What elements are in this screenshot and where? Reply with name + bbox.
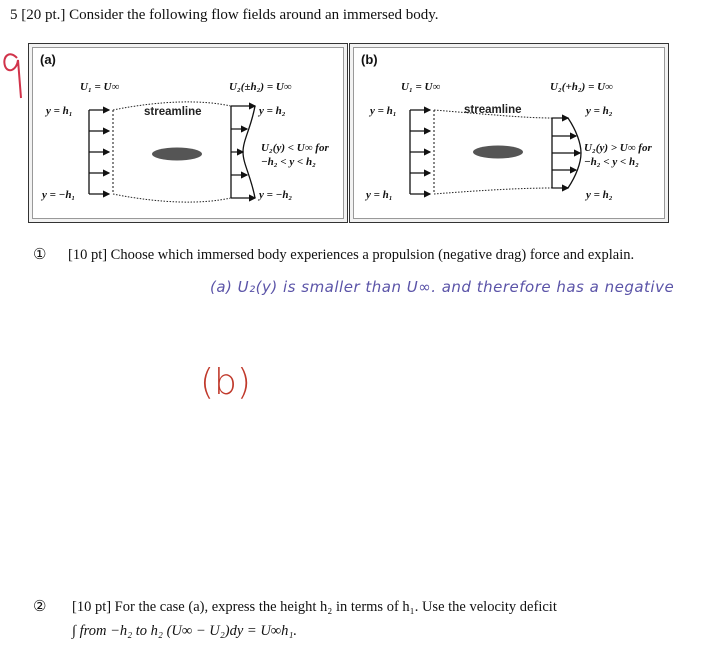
question-title: 5 [20 pt.] Consider the following flow fields around an immersed body. — [10, 7, 439, 23]
bottom-left-label: y = −h₁ — [42, 189, 76, 201]
grade-mark — [0, 44, 26, 104]
figure-panel-a — [28, 43, 348, 223]
flow-diagram-a — [33, 48, 343, 218]
panel-label: (b) — [361, 52, 378, 67]
streamline-label: streamline — [144, 106, 202, 118]
inlet-velocity: U₁ = U∞ — [80, 81, 120, 93]
handwritten-answer: (b) — [200, 362, 251, 403]
outlet-velocity: U₂(±h₂) = U∞ — [229, 81, 292, 93]
subquestion-1-text: [10 pt] Choose which immersed body experiences a propulsion (negative drag) force and explain. — [68, 247, 635, 263]
condition-line-2: −h₂ < y < h₂ — [261, 156, 316, 168]
top-left-label: y = h₁ — [370, 105, 397, 117]
subquestion-2-number: ② — [33, 599, 47, 615]
inlet-velocity: U₁ = U∞ — [401, 81, 441, 93]
condition-line-1: U₂(y) < U∞ for — [261, 142, 329, 154]
subquestion-1-number: ① — [33, 247, 47, 263]
figure-panel-b — [349, 43, 669, 223]
condition-line-1: U₂(y) > U∞ for — [584, 142, 652, 154]
bottom-right-label: y = −h₂ — [259, 189, 293, 201]
streamline-label: streamline — [464, 104, 522, 116]
outlet-velocity: U₂(+h₂) = U∞ — [550, 81, 613, 93]
bottom-left-label: y = h₁ — [366, 189, 393, 201]
top-left-label: y = h₁ — [46, 105, 73, 117]
condition-line-2: −h₂ < y < h₂ — [584, 156, 639, 168]
top-right-label: y = h₂ — [259, 105, 286, 117]
velocity-deficit-equation: ∫ from −h₂ to h₂ (U∞ − U₂)dy = U∞h₁. — [72, 623, 298, 639]
handwritten-explanation: (a) U₂(y) is smaller than U∞. and therefore has a negative — [210, 278, 675, 296]
bottom-right-label: y = h₂ — [586, 189, 613, 201]
panel-label: (a) — [40, 52, 56, 67]
top-right-label: y = h₂ — [586, 105, 613, 117]
flow-diagram-b — [354, 48, 664, 218]
subquestion-2-text: [10 pt] For the case (a), express the height h₂ in terms of h₁. Use the velocity deficit — [72, 599, 557, 615]
